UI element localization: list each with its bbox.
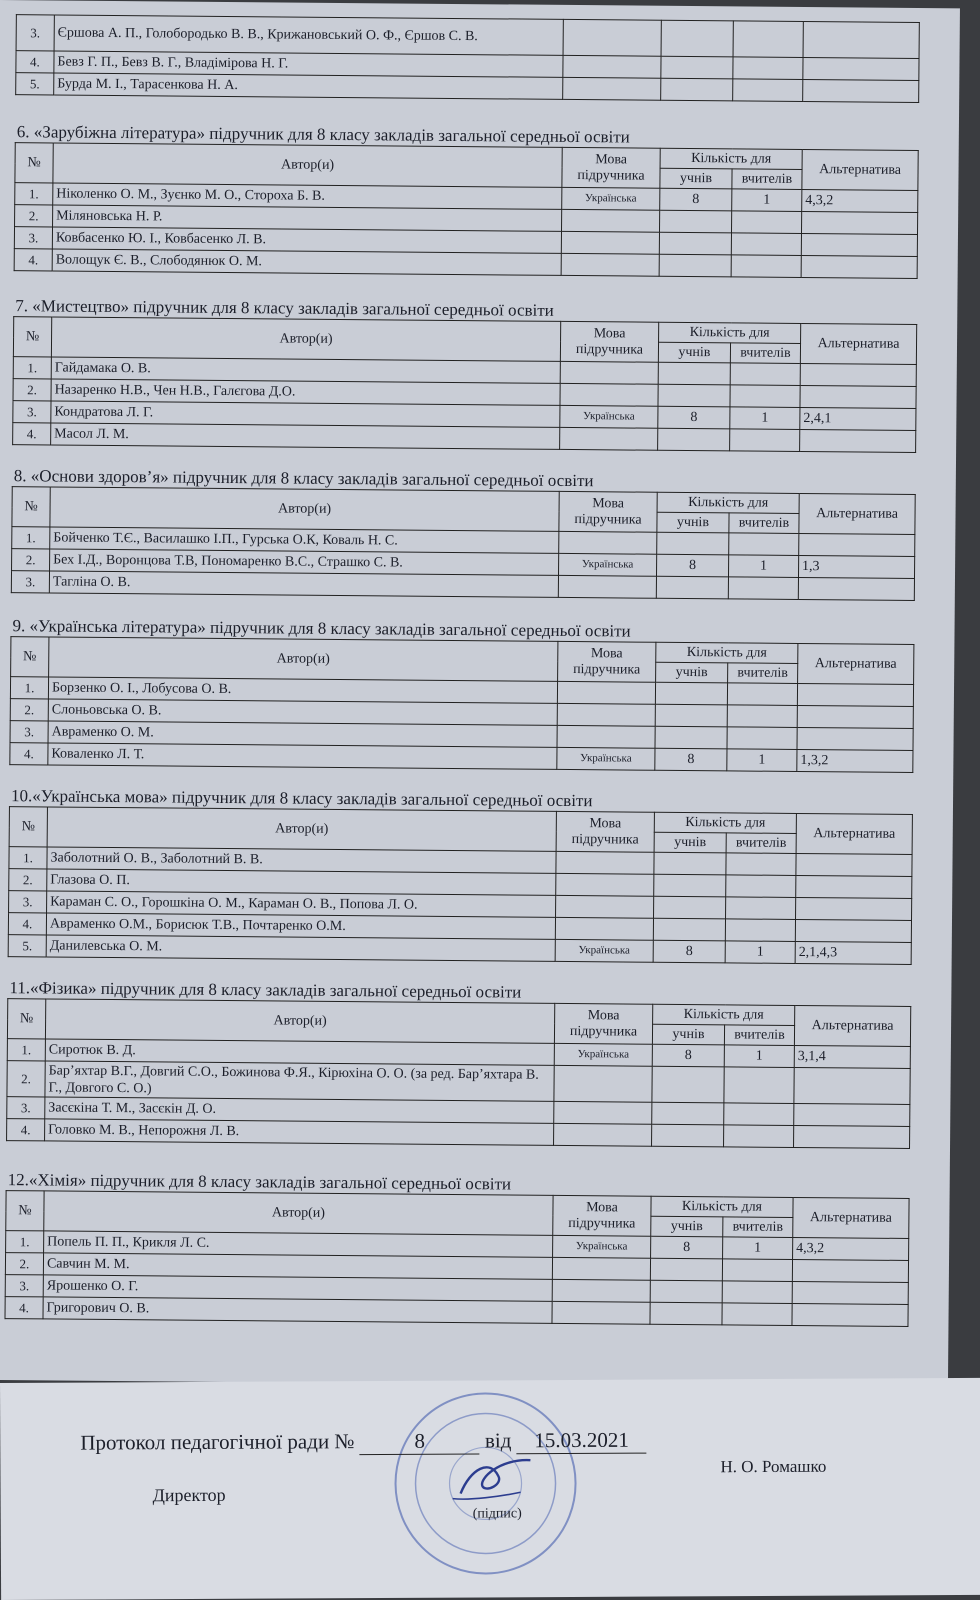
row-alternative <box>796 897 912 920</box>
row-language <box>559 531 657 554</box>
row-author: Авраменко О. М. <box>48 721 557 747</box>
row-language: Українська <box>562 187 660 210</box>
row-alternative: 1,3 <box>798 555 914 578</box>
continuation-table <box>15 14 920 103</box>
row-author: Ярошенко О. Г. <box>43 1275 552 1301</box>
row-students: 8 <box>652 1044 724 1067</box>
row-author: Бурда М. І., Тарасенкова Н. А. <box>54 73 563 99</box>
row-alternative <box>792 1303 908 1326</box>
row-students <box>658 384 730 407</box>
section-7 <box>12 296 917 453</box>
footer-sheet <box>0 1378 980 1600</box>
row-students <box>659 254 731 277</box>
row-teachers <box>724 1067 794 1104</box>
row-number: 2. <box>9 869 47 891</box>
header-author: Автор(и) <box>49 637 558 681</box>
row-author: Бойченко Т.Є., Василашко І.П., Гурська О.К, Коваль Н. С. <box>50 527 559 553</box>
header-teachers: вчителів <box>724 1025 794 1046</box>
row-teachers: 1 <box>732 189 802 212</box>
row-students: 8 <box>658 406 730 429</box>
header-language: Мова підручника <box>558 641 656 682</box>
row-number: 3. <box>9 891 47 913</box>
header-author: Автор(и) <box>45 999 554 1043</box>
row-students: 8 <box>660 188 732 211</box>
textbook-table <box>12 316 917 453</box>
row-students <box>659 210 731 233</box>
row-number: 5. <box>8 935 46 957</box>
row-number: 1. <box>9 847 47 869</box>
row-students <box>650 1280 722 1303</box>
row-author: Єршова А. П., Голобородько В. В., Крижановський О. Ф., Єршов С. В. <box>54 15 563 55</box>
row-language <box>557 681 655 704</box>
header-num: № <box>7 999 45 1039</box>
row-number: 3. <box>11 571 49 593</box>
row-number: 3. <box>10 721 48 743</box>
row-number: 2. <box>7 1061 45 1097</box>
row-alternative: 2,4,1 <box>800 407 916 430</box>
header-count: Кількість для <box>660 148 802 169</box>
row-alternative <box>801 234 917 257</box>
row-alternative <box>803 58 919 81</box>
row-alternative <box>794 1103 910 1126</box>
textbook-table <box>4 1190 909 1327</box>
header-language: Мова підручника <box>554 1003 652 1044</box>
row-number: 4. <box>13 423 51 445</box>
row-language: Українська <box>557 747 655 770</box>
header-language: Мова підручника <box>562 147 660 188</box>
row-teachers <box>726 897 796 920</box>
header-count: Кількість для <box>651 1196 793 1217</box>
director-name: Н. О. Ромашко <box>720 1456 827 1477</box>
row-students <box>659 232 731 255</box>
row-author: Авраменко О.М., Борисюк Т.В., Почтаренко О.М. <box>46 913 555 939</box>
row-author: Масол Л. М. <box>51 423 560 449</box>
row-number: 5. <box>16 73 54 95</box>
section-10 <box>8 786 913 965</box>
row-number: 2. <box>10 699 48 721</box>
row-number: 4. <box>16 51 54 73</box>
row-students: 8 <box>651 1236 723 1259</box>
row-teachers <box>731 255 801 278</box>
header-teachers: вчителів <box>729 513 799 534</box>
row-author: Гайдамака О. В. <box>51 357 560 383</box>
row-teachers <box>725 919 795 942</box>
row-number: 3. <box>13 401 51 423</box>
row-number: 1. <box>7 1039 45 1061</box>
row-teachers: 1 <box>724 1045 794 1068</box>
row-author: Ніколенко О. М., Зуєнко М. О., Стороха Б. В. <box>53 183 562 209</box>
row-alternative <box>798 577 914 600</box>
row-number: 3. <box>14 227 52 249</box>
row-teachers: 1 <box>730 407 800 430</box>
row-teachers <box>726 875 796 898</box>
row-language <box>560 361 658 384</box>
row-students <box>655 704 727 727</box>
row-teachers <box>733 21 803 58</box>
header-author: Автор(и) <box>44 1191 553 1235</box>
row-number: 4. <box>5 1297 43 1319</box>
section-title: 8. «Основи здоров’я» підручник для 8 класу закладів загальної середньої освіти <box>13 466 594 491</box>
row-author: Караман С. О., Горошкіна О. М., Караман О. В., Попова Л. О. <box>47 891 556 917</box>
row-language <box>552 1279 650 1302</box>
row-number: 4. <box>7 1119 45 1141</box>
section-8 <box>11 466 916 601</box>
row-students <box>653 918 725 941</box>
row-language <box>563 77 661 100</box>
row-author: Засєкіна Т. М., Засєкін Д. О. <box>45 1097 554 1123</box>
section-title: 7. «Мистецтво» підручник для 8 класу закладів загальної середньої освіти <box>15 296 554 320</box>
row-alternative <box>800 363 916 386</box>
row-language: Українська <box>553 1235 651 1258</box>
row-author: Кондратова Л. Г. <box>51 401 560 427</box>
row-language <box>556 895 654 918</box>
row-teachers: 1 <box>723 1237 793 1260</box>
row-author: Назаренко Н.В., Чен Н.В., Галєгова Д.О. <box>51 379 560 405</box>
row-students: 8 <box>656 554 728 577</box>
header-language: Мова підручника <box>560 321 658 362</box>
header-num: № <box>9 807 47 847</box>
row-number: 3. <box>16 15 54 51</box>
header-count: Кількість для <box>654 812 796 833</box>
header-language: Мова підручника <box>553 1195 651 1236</box>
textbook-table <box>8 806 913 965</box>
row-language <box>557 725 655 748</box>
section-continuation <box>15 14 920 103</box>
row-language <box>557 703 655 726</box>
protocol-line <box>80 1428 646 1457</box>
header-students: учнів <box>654 832 726 853</box>
row-students: 8 <box>655 748 727 771</box>
row-author: Ковбасенко Ю. І., Ковбасенко Л. В. <box>52 227 561 253</box>
row-language: Українська <box>555 939 653 962</box>
row-alternative <box>803 80 919 103</box>
header-teachers: вчителів <box>726 833 796 854</box>
row-author: Глазова О. П. <box>47 869 556 895</box>
row-author: Бех І.Д., Воронцова Т.В, Пономаренко В.С., Страшко С. В. <box>50 549 559 575</box>
row-number: 1. <box>13 357 51 379</box>
row-teachers: 1 <box>728 555 798 578</box>
row-students <box>661 78 733 101</box>
header-students: учнів <box>658 342 730 363</box>
row-students <box>652 1102 724 1125</box>
row-students <box>658 362 730 385</box>
header-count: Кількість для <box>657 492 799 513</box>
row-author: Борзенко О. І., Лобусова О. В. <box>48 677 557 703</box>
row-alternative <box>792 1259 908 1282</box>
row-teachers <box>726 853 796 876</box>
row-teachers <box>724 1125 794 1148</box>
row-author: Коваленко Л. Т. <box>48 743 557 769</box>
row-alternative: 3,1,4 <box>794 1045 910 1068</box>
row-teachers <box>730 363 800 386</box>
row-author: Григорович О. В. <box>43 1297 552 1323</box>
row-alternative <box>796 853 912 876</box>
row-teachers <box>730 429 800 452</box>
row-alternative <box>794 1067 910 1104</box>
row-teachers <box>727 705 797 728</box>
row-alternative <box>803 22 919 59</box>
stamp-seal-icon <box>390 1388 581 1579</box>
row-language: Українська <box>554 1043 652 1066</box>
row-number: 4. <box>14 249 52 271</box>
header-author: Автор(и) <box>50 487 559 531</box>
row-number: 1. <box>10 677 48 699</box>
textbook-table <box>11 486 916 601</box>
row-alternative <box>801 256 917 279</box>
row-language <box>554 1123 652 1146</box>
row-number: 2. <box>12 549 50 571</box>
row-students <box>661 56 733 79</box>
row-alternative: 4,3,2 <box>802 190 918 213</box>
row-students: 8 <box>653 940 725 963</box>
row-students <box>658 428 730 451</box>
row-alternative: 2,1,4,3 <box>795 941 911 964</box>
header-author: Автор(и) <box>53 143 562 187</box>
row-students <box>654 852 726 875</box>
row-alternative <box>796 875 912 898</box>
section-11 <box>6 978 911 1149</box>
header-students: учнів <box>656 662 728 683</box>
row-teachers: 1 <box>727 749 797 772</box>
header-teachers: вчителів <box>728 663 798 684</box>
row-teachers <box>727 727 797 750</box>
row-author: Тагліна О. В. <box>49 571 558 597</box>
row-teachers <box>722 1281 792 1304</box>
row-author: Волощук Є. В., Слободянюк О. М. <box>52 249 561 275</box>
row-language <box>561 231 659 254</box>
textbook-table <box>6 998 911 1149</box>
row-teachers <box>722 1303 792 1326</box>
header-teachers: вчителів <box>732 169 802 190</box>
row-students <box>652 1066 724 1103</box>
row-alternative <box>797 705 913 728</box>
header-num: № <box>13 317 51 357</box>
header-author: Автор(и) <box>51 317 560 361</box>
row-students <box>655 682 727 705</box>
row-author: Бевз Г. П., Бевз В. Г., Владімірова Н. Г. <box>54 51 563 77</box>
director-label: Директор <box>152 1484 226 1506</box>
row-number: 1. <box>15 183 53 205</box>
protocol-date: 15.03.2021 <box>517 1428 647 1455</box>
row-teachers <box>727 683 797 706</box>
header-num: № <box>15 143 53 183</box>
row-students <box>654 874 726 897</box>
row-number: 2. <box>13 379 51 401</box>
row-language <box>563 55 661 78</box>
section-title: 6. «Зарубіжна література» підручник для 8 класу закладів загальної середньої освіти <box>16 122 630 147</box>
row-language <box>552 1301 650 1324</box>
row-author: Міляновська Н. Р. <box>53 205 562 231</box>
header-alternative: Альтернатива <box>798 643 914 684</box>
header-language: Мова підручника <box>559 491 657 532</box>
row-alternative <box>801 212 917 235</box>
row-number: 3. <box>7 1097 45 1119</box>
row-language <box>563 19 661 56</box>
header-author: Автор(и) <box>47 807 556 851</box>
row-students <box>657 532 729 555</box>
row-language <box>556 873 654 896</box>
row-alternative: 1,3,2 <box>797 749 913 772</box>
header-num: № <box>12 487 50 527</box>
section-12 <box>4 1170 909 1327</box>
row-language <box>562 209 660 232</box>
row-teachers <box>728 577 798 600</box>
textbook-table <box>14 142 919 279</box>
header-count: Кількість для <box>656 642 798 663</box>
section-9 <box>9 616 914 773</box>
signature-caption: (підпис) <box>472 1506 522 1522</box>
row-alternative <box>794 1125 910 1148</box>
row-language <box>552 1257 650 1280</box>
row-author: Головко М. В., Непорожня Л. В. <box>45 1119 554 1145</box>
row-language: Українська <box>560 405 658 428</box>
row-language <box>555 917 653 940</box>
row-teachers <box>729 533 799 556</box>
row-students <box>656 576 728 599</box>
row-students <box>650 1302 722 1325</box>
row-number: 2. <box>15 205 53 227</box>
row-students <box>661 20 733 57</box>
header-num: № <box>6 1191 44 1231</box>
row-number: 4. <box>10 743 48 765</box>
header-language: Мова підручника <box>556 811 654 852</box>
row-students <box>650 1258 722 1281</box>
section-title: 10.«Українська мова» підручник для 8 класу закладів загальної середньої освіти <box>10 786 593 811</box>
row-author: Бар’яхтар В.Г., Довгий С.О., Божинова Ф.Я., Кірюхіна О. О. (за ред. Бар’яхтара В. Г., Довгого С. О.) <box>45 1061 554 1101</box>
row-author: Заболотний О. В., Заболотний В. В. <box>47 847 556 873</box>
row-teachers <box>724 1103 794 1126</box>
row-language: Українська <box>559 553 657 576</box>
header-alternative: Альтернатива <box>796 813 912 854</box>
header-alternative: Альтернатива <box>799 493 915 534</box>
row-author: Сиротюк В. Д. <box>45 1039 554 1065</box>
header-alternative: Альтернатива <box>802 150 918 191</box>
row-alternative <box>795 919 911 942</box>
row-number: 3. <box>5 1275 43 1297</box>
header-alternative: Альтернатива <box>793 1197 909 1238</box>
row-students <box>655 726 727 749</box>
header-count: Кількість для <box>659 322 801 343</box>
row-number: 2. <box>5 1253 43 1275</box>
row-teachers <box>730 385 800 408</box>
row-alternative <box>792 1281 908 1304</box>
header-students: учнів <box>651 1216 723 1237</box>
section-title: 9. «Українська література» підручник для 8 класу закладів загальної середньої освіти <box>12 616 631 641</box>
row-number: 1. <box>6 1231 44 1253</box>
row-language <box>561 253 659 276</box>
row-students <box>654 896 726 919</box>
row-author: Попель П. П., Крикля Л. С. <box>44 1231 553 1257</box>
row-author: Слоньовська О. В. <box>48 699 557 725</box>
header-teachers: вчителів <box>730 343 800 364</box>
from-label: від <box>484 1428 512 1453</box>
header-teachers: вчителів <box>723 1217 793 1238</box>
row-number: 1. <box>12 527 50 549</box>
row-teachers: 1 <box>725 941 795 964</box>
row-author: Данилевська О. М. <box>46 935 555 961</box>
row-language <box>560 427 658 450</box>
row-alternative <box>799 533 915 556</box>
row-language <box>556 851 654 874</box>
row-alternative <box>797 727 913 750</box>
header-students: учнів <box>660 168 732 189</box>
row-alternative <box>800 385 916 408</box>
header-num: № <box>11 637 49 677</box>
row-alternative <box>800 429 916 452</box>
row-teachers <box>722 1259 792 1282</box>
header-students: учнів <box>657 512 729 533</box>
row-students <box>652 1124 724 1147</box>
header-alternative: Альтернатива <box>794 1005 910 1046</box>
row-teachers <box>731 233 801 256</box>
protocol-label: Протокол педагогічної ради № <box>80 1429 355 1455</box>
row-language <box>554 1065 652 1102</box>
protocol-number: 8 <box>360 1428 480 1455</box>
row-author: Савчин М. М. <box>43 1253 552 1279</box>
row-number: 4. <box>8 913 46 935</box>
row-alternative: 4,3,2 <box>793 1237 909 1260</box>
row-teachers <box>731 211 801 234</box>
section-title: 11.«Фізика» підручник для 8 класу закладів загальної середньої освіти <box>9 978 522 1002</box>
row-teachers <box>733 79 803 102</box>
section-6 <box>14 122 919 279</box>
header-count: Кількість для <box>653 1004 795 1025</box>
row-language <box>554 1101 652 1124</box>
header-alternative: Альтернатива <box>800 323 916 364</box>
section-title: 12.«Хімія» підручник для 8 класу закладів загальної середньої освіти <box>7 1170 512 1194</box>
row-language <box>558 575 656 598</box>
row-alternative <box>797 683 913 706</box>
row-language <box>560 383 658 406</box>
header-students: учнів <box>652 1024 724 1045</box>
textbook-table <box>9 636 914 773</box>
row-teachers <box>733 57 803 80</box>
